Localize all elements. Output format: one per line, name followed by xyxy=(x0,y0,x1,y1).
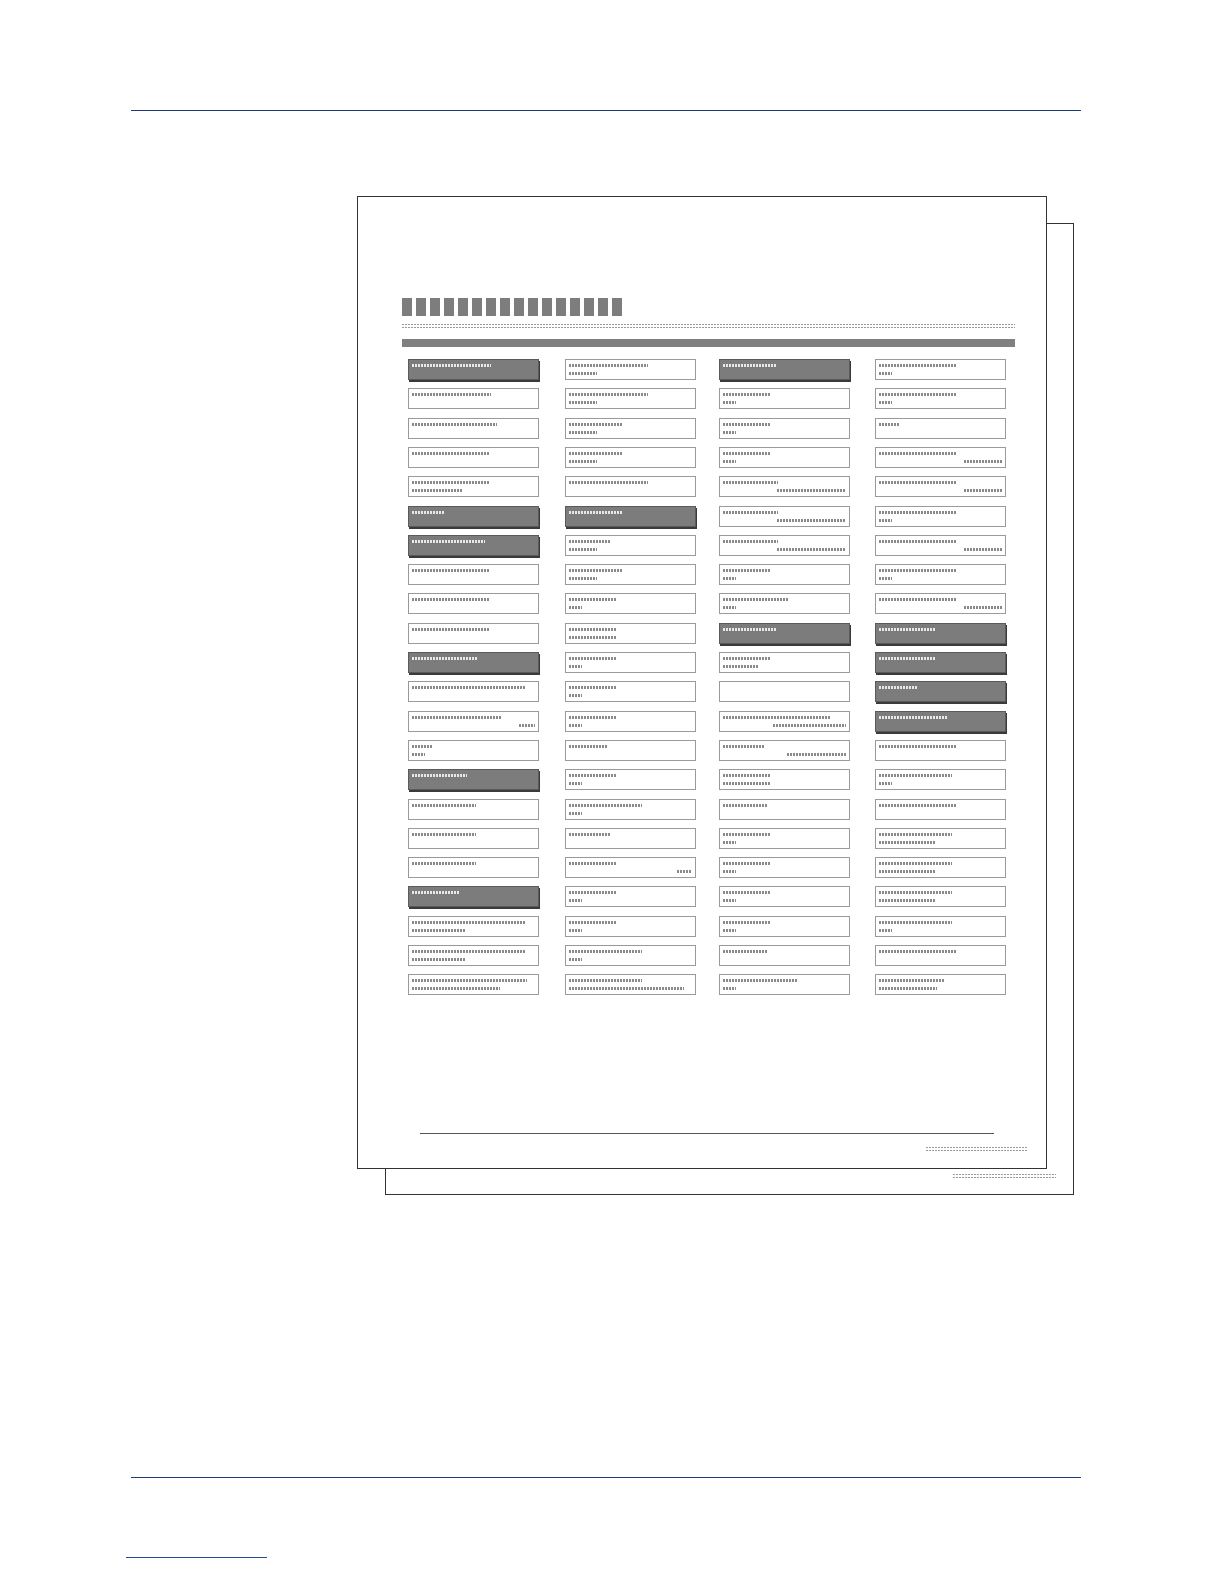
menu-item xyxy=(408,681,539,702)
greeked-text-line xyxy=(723,569,771,572)
preview-sheet-front xyxy=(357,196,1047,1169)
menu-group-header xyxy=(875,652,1006,673)
menu-item xyxy=(719,652,850,673)
greeked-text-line xyxy=(412,753,425,756)
title-block xyxy=(542,298,552,316)
greeked-text-line xyxy=(412,804,476,807)
greeked-text-line xyxy=(412,540,485,543)
menu-item xyxy=(875,828,1006,849)
menu-group-header xyxy=(719,359,850,380)
greeked-text-line xyxy=(412,657,478,660)
menu-item xyxy=(408,974,539,995)
greeked-text-line xyxy=(412,686,525,689)
greeked-text-line xyxy=(879,577,892,580)
menu-item xyxy=(719,418,850,439)
menu-group-header xyxy=(408,506,539,527)
greeked-text-line xyxy=(879,598,957,601)
greeked-text-line xyxy=(412,862,476,865)
greeked-text-line xyxy=(569,686,617,689)
greeked-text-line xyxy=(879,716,948,719)
menu-item xyxy=(719,388,850,409)
greeked-text-line xyxy=(723,716,831,719)
greeked-text-line xyxy=(412,481,490,484)
greeked-text-line xyxy=(519,724,535,727)
greeked-text-line xyxy=(723,401,736,404)
greeked-text-line xyxy=(569,598,617,601)
greeked-text-line xyxy=(723,577,736,580)
menu-item xyxy=(719,447,850,468)
greeked-text-line xyxy=(723,870,736,873)
greeked-text-line xyxy=(569,628,617,631)
greeked-text-line xyxy=(879,569,957,572)
menu-item xyxy=(408,388,539,409)
menu-item xyxy=(875,564,1006,585)
greeked-text-line xyxy=(879,364,957,367)
footer-rule xyxy=(131,1477,1081,1478)
greeked-text-line xyxy=(569,452,622,455)
menu-item xyxy=(719,886,850,907)
greeked-text-line xyxy=(723,921,771,924)
menu-item xyxy=(565,476,696,497)
menu-group-header xyxy=(875,681,1006,702)
menu-item xyxy=(408,593,539,614)
greeked-text-line xyxy=(723,606,736,609)
greeked-text-line xyxy=(569,569,622,572)
menu-item xyxy=(408,740,539,761)
menu-item xyxy=(408,476,539,497)
menu-group-header xyxy=(408,769,539,790)
menu-item xyxy=(719,799,850,820)
greeked-text-line xyxy=(412,569,490,572)
menu-item xyxy=(565,799,696,820)
greeked-text-line xyxy=(569,782,582,785)
greeked-text-line xyxy=(777,548,846,551)
greeked-text-line xyxy=(412,393,491,396)
menu-group-header xyxy=(408,535,539,556)
greeked-text-line xyxy=(569,716,617,719)
greeked-text-line xyxy=(569,979,642,982)
greeked-text-line xyxy=(723,423,771,426)
menu-item xyxy=(719,916,850,937)
menu-item xyxy=(719,974,850,995)
greeked-text-line xyxy=(723,833,771,836)
greeked-text-line xyxy=(879,987,937,990)
greeked-text-line xyxy=(412,598,490,601)
title-block xyxy=(612,298,622,316)
greeked-text-line xyxy=(723,899,736,902)
menu-item xyxy=(719,828,850,849)
greeked-text-line xyxy=(773,724,846,727)
menu-group-header xyxy=(408,886,539,907)
greeked-text-line xyxy=(723,452,771,455)
greeked-text-line xyxy=(723,929,736,932)
greeked-text-line xyxy=(879,745,957,748)
menu-item xyxy=(875,945,1006,966)
menu-item xyxy=(565,535,696,556)
menu-group-header xyxy=(875,623,1006,644)
greeked-text-line xyxy=(569,401,597,404)
menu-group-header xyxy=(565,506,696,527)
greeked-text-line xyxy=(879,774,952,777)
title-block xyxy=(500,298,510,316)
menu-group-header xyxy=(408,359,539,380)
greeked-text-line xyxy=(964,489,1002,492)
menu-item xyxy=(408,916,539,937)
menu-item xyxy=(719,681,850,702)
menu-item xyxy=(408,857,539,878)
title-block xyxy=(458,298,468,316)
greeked-text-line xyxy=(412,987,500,990)
menu-item xyxy=(875,359,1006,380)
greeked-text-line xyxy=(569,724,582,727)
greeked-text-line xyxy=(723,598,788,601)
greeked-text-line xyxy=(412,950,525,953)
menu-item xyxy=(565,857,696,878)
title-block xyxy=(528,298,538,316)
menu-item xyxy=(408,945,539,966)
menu-item xyxy=(565,916,696,937)
greeked-text-line xyxy=(569,833,610,836)
greeked-text-line xyxy=(964,548,1002,551)
greeked-text-line xyxy=(412,929,465,932)
menu-item xyxy=(565,388,696,409)
title-block xyxy=(444,298,454,316)
greeked-text-line xyxy=(879,841,935,844)
greeked-text-line xyxy=(879,921,952,924)
greeked-text-line xyxy=(569,929,582,932)
greeked-text-line xyxy=(412,745,433,748)
menu-item xyxy=(875,974,1006,995)
greeked-title xyxy=(402,298,622,316)
greeked-text-line xyxy=(879,511,957,514)
title-block xyxy=(514,298,524,316)
title-block xyxy=(430,298,440,316)
footer-link-underline xyxy=(126,1557,267,1558)
greeked-text-line xyxy=(879,540,957,543)
greeked-text-line xyxy=(723,431,736,434)
greeked-text-line xyxy=(777,519,846,522)
menu-item xyxy=(875,388,1006,409)
greeked-text-line xyxy=(569,665,582,668)
menu-item xyxy=(719,476,850,497)
greeked-text-line xyxy=(879,628,935,631)
greeked-text-line xyxy=(723,460,736,463)
greeked-text-line xyxy=(723,657,771,660)
menu-item xyxy=(565,447,696,468)
greeked-text-line xyxy=(879,950,957,953)
title-block xyxy=(598,298,608,316)
greeked-text-line xyxy=(569,372,597,375)
menu-item xyxy=(565,769,696,790)
menu-item xyxy=(875,535,1006,556)
greeked-text-line xyxy=(879,686,917,689)
greeked-text-line xyxy=(723,891,771,894)
menu-item xyxy=(719,945,850,966)
menu-item xyxy=(408,799,539,820)
greeked-text-line xyxy=(412,891,460,894)
greeked-text-line xyxy=(412,511,445,514)
menu-item xyxy=(408,711,539,732)
menu-item xyxy=(875,740,1006,761)
menu-item xyxy=(875,769,1006,790)
greeked-text-line xyxy=(569,511,622,514)
greeked-text-line xyxy=(569,657,617,660)
greeked-text-line xyxy=(569,899,582,902)
greeked-text-line xyxy=(569,364,648,367)
menu-item xyxy=(719,857,850,878)
menu-item xyxy=(875,593,1006,614)
menu-item xyxy=(719,711,850,732)
menu-item xyxy=(565,886,696,907)
greeked-text-line xyxy=(879,979,945,982)
title-block xyxy=(584,298,594,316)
greeked-text-line xyxy=(569,423,622,426)
greeked-text-line xyxy=(879,870,935,873)
menu-item xyxy=(408,828,539,849)
menu-group-header xyxy=(408,652,539,673)
greeked-text-line xyxy=(412,716,502,719)
menu-item xyxy=(719,564,850,585)
menu-item xyxy=(719,506,850,527)
greeked-text-line xyxy=(787,753,846,756)
greeked-text-line xyxy=(723,364,776,367)
menu-item xyxy=(408,447,539,468)
greeked-text-line xyxy=(569,987,684,990)
greeked-text-line xyxy=(569,694,582,697)
greeked-text-line xyxy=(723,950,767,953)
greeked-text-line xyxy=(569,958,582,961)
title-block xyxy=(416,298,426,316)
greeked-text-line xyxy=(879,862,952,865)
section-header-bar xyxy=(402,339,1015,347)
menu-item xyxy=(565,945,696,966)
greeked-text-line xyxy=(879,657,935,660)
greeked-text-line xyxy=(569,460,597,463)
menu-item xyxy=(565,681,696,702)
greeked-text-line xyxy=(569,540,610,543)
menu-item xyxy=(565,974,696,995)
greeked-text-line xyxy=(879,891,952,894)
greeked-text-line xyxy=(569,431,597,434)
menu-item xyxy=(875,799,1006,820)
greeked-text-line xyxy=(569,774,617,777)
title-block xyxy=(486,298,496,316)
greeked-text-line xyxy=(569,606,582,609)
menu-item xyxy=(565,623,696,644)
greeked-text-line xyxy=(879,899,935,902)
greeked-subtitle xyxy=(402,324,1015,328)
menu-item xyxy=(565,418,696,439)
greeked-text-line xyxy=(777,489,846,492)
greeked-text-line xyxy=(412,364,491,367)
greeked-text-line xyxy=(723,511,778,514)
menu-group-header xyxy=(875,711,1006,732)
menu-item xyxy=(408,418,539,439)
sheet-footer-rule xyxy=(420,1133,994,1134)
menu-item xyxy=(565,652,696,673)
greeked-text-line xyxy=(964,460,1002,463)
greeked-text-line xyxy=(723,804,767,807)
menu-item xyxy=(565,711,696,732)
title-block xyxy=(402,298,412,316)
greeked-text-line xyxy=(723,481,778,484)
greeked-text-line xyxy=(723,745,764,748)
menu-item xyxy=(875,447,1006,468)
menu-item xyxy=(565,740,696,761)
greeked-text-line xyxy=(879,804,957,807)
greeked-text-line xyxy=(879,452,957,455)
title-block xyxy=(570,298,580,316)
sheet-footer-text xyxy=(926,1147,1028,1151)
menu-item xyxy=(719,593,850,614)
greeked-text-line xyxy=(569,950,642,953)
greeked-text-line xyxy=(412,628,490,631)
greeked-text-line xyxy=(879,519,892,522)
greeked-text-line xyxy=(569,577,597,580)
menu-item xyxy=(875,857,1006,878)
greeked-text-line xyxy=(412,489,462,492)
greeked-text-line xyxy=(723,628,776,631)
greeked-text-line xyxy=(879,372,892,375)
greeked-text-line xyxy=(412,452,490,455)
greeked-text-line xyxy=(879,782,892,785)
greeked-text-line xyxy=(569,548,597,551)
greeked-text-line xyxy=(723,987,736,990)
title-block xyxy=(556,298,566,316)
greeked-text-line xyxy=(569,745,608,748)
greeked-text-line xyxy=(723,862,771,865)
greeked-text-line xyxy=(879,423,899,426)
greeked-text-line xyxy=(412,979,527,982)
menu-map-grid xyxy=(408,359,1008,999)
greeked-text-line xyxy=(723,393,771,396)
menu-item xyxy=(875,418,1006,439)
menu-item xyxy=(565,828,696,849)
greeked-text-line xyxy=(879,401,892,404)
title-block xyxy=(472,298,482,316)
menu-item xyxy=(565,593,696,614)
menu-item xyxy=(408,623,539,644)
greeked-text-line xyxy=(569,862,617,865)
greeked-text-line xyxy=(569,812,582,815)
menu-item xyxy=(875,506,1006,527)
menu-item xyxy=(719,740,850,761)
menu-item xyxy=(875,476,1006,497)
greeked-text-line xyxy=(412,921,525,924)
greeked-text-line xyxy=(879,833,952,836)
greeked-text-line xyxy=(723,782,771,785)
menu-item xyxy=(408,564,539,585)
greeked-text-line xyxy=(569,921,617,924)
menu-item xyxy=(719,769,850,790)
greeked-text-line xyxy=(723,665,759,668)
greeked-text-line xyxy=(879,929,892,932)
greeked-text-line xyxy=(677,870,692,873)
menu-item xyxy=(565,564,696,585)
back-sheet-footer-text xyxy=(953,1174,1056,1178)
greeked-text-line xyxy=(569,804,642,807)
greeked-text-line xyxy=(723,774,771,777)
greeked-text-line xyxy=(569,481,648,484)
greeked-text-line xyxy=(412,833,476,836)
greeked-text-line xyxy=(569,891,617,894)
menu-item xyxy=(565,359,696,380)
greeked-text-line xyxy=(964,606,1002,609)
menu-group-header xyxy=(719,623,850,644)
greeked-text-line xyxy=(569,636,617,639)
greeked-text-line xyxy=(412,958,465,961)
greeked-text-line xyxy=(879,481,957,484)
menu-item xyxy=(719,535,850,556)
greeked-text-line xyxy=(412,423,497,426)
menu-item xyxy=(875,886,1006,907)
header-rule xyxy=(131,110,1081,111)
menu-item xyxy=(875,916,1006,937)
greeked-text-line xyxy=(569,393,648,396)
greeked-text-line xyxy=(723,979,798,982)
greeked-text-line xyxy=(879,393,957,396)
greeked-text-line xyxy=(723,540,778,543)
greeked-text-line xyxy=(412,774,467,777)
greeked-text-line xyxy=(723,841,736,844)
